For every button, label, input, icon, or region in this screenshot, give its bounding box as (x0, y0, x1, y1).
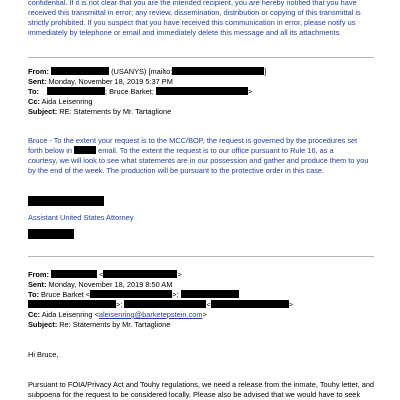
redaction (103, 270, 177, 278)
disclaimer-line: strictly prohibited. If you suspect that you have received this communication in error, please notify us (28, 18, 356, 27)
cc-row: Cc: Aida Leisenring <aleisenring@barketepstein.com> (28, 310, 207, 319)
greeting: Hi Bruce, (28, 350, 59, 359)
cc-email-link[interactable]: aleisenring@barketepstein.com (98, 310, 203, 319)
redaction (28, 229, 74, 240)
redaction (51, 270, 97, 278)
signature-title: Assistant United States Attorney (28, 213, 134, 222)
body-line: forth below in email. To the extent the request is to our office pursuant to Rule 16, as a (28, 146, 334, 155)
sent-row: Sent: Monday, November 18, 2019 8:50 AM (28, 280, 173, 289)
disclaimer-line: received this transmittal in error; any review, dissemination, distribution or copying of this transmittal is (28, 8, 361, 17)
redaction (28, 300, 116, 308)
body-line: Pursuant to FOIA/Privacy Act and Touhy regulations, we need a release from the inmate, Touhy letter, and (28, 380, 375, 389)
redaction (47, 87, 105, 95)
redaction (51, 67, 109, 75)
redaction (211, 300, 289, 308)
redaction (181, 290, 239, 298)
body-line: by the end of the week. The production will be pursuant to the protective order in this case. (28, 166, 325, 175)
subject-row: Subject: Re: Statements by Mr. Tartaglione (28, 320, 171, 329)
redaction (172, 67, 264, 75)
redaction (28, 196, 104, 207)
body-line: subpoena for the request to be considered locally. Please also be advised that we would have to seek (28, 390, 361, 399)
body-line: Bruce - To the extent your request is to the MCC/BOP, the request is governed by the procedures set (28, 136, 358, 145)
redaction (156, 87, 248, 95)
redaction (124, 300, 206, 308)
cc-row: Cc: Aida Leisenring (28, 97, 93, 106)
from-row: From: < > (28, 270, 182, 279)
disclaimer-line: confidential. If it is not clear that you are the intended recipient, you are hereby notified that you have (28, 0, 357, 7)
body-line: courtesy, we will look to see what statements are in our possession and gather and produce them to you (28, 156, 369, 165)
to-row: To: ; Bruce Barket; > (28, 87, 253, 96)
separator (28, 256, 374, 257)
redaction (74, 146, 96, 154)
to-row: To: Bruce Barket < >; (28, 290, 239, 299)
from-row: From: (USANYS) [mailto: ] (28, 67, 267, 76)
subject-row: Subject: RE: Statements by Mr. Tartaglione (28, 107, 172, 116)
to-row-continued: >; < > (28, 300, 293, 309)
disclaimer-line: immediately by telephone or email and immediately delete this message and all its attachments (28, 28, 340, 37)
separator (28, 57, 374, 58)
redaction (90, 290, 172, 298)
sent-row: Sent: Monday, November 18, 2019 5:37 PM (28, 77, 173, 86)
